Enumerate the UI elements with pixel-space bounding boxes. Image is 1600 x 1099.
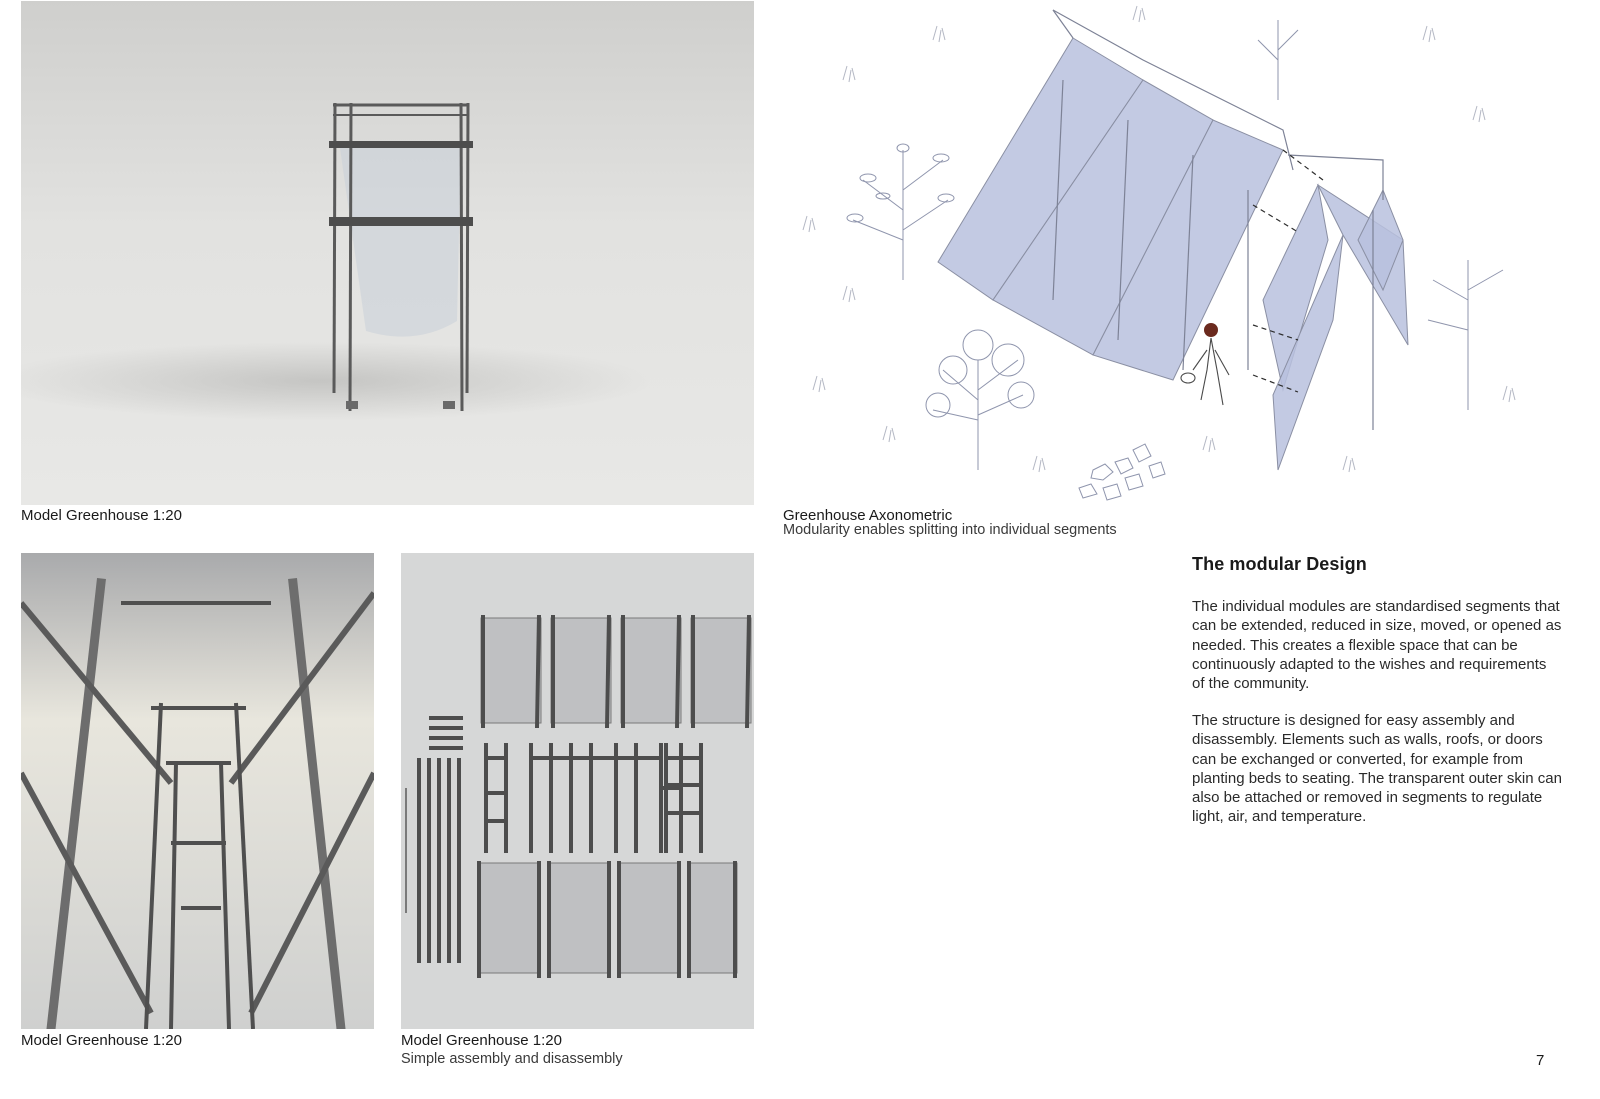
section-heading: The modular Design [1192,554,1367,574]
model-photo-parts [401,553,754,1029]
figure-subcaption: Modularity enables splitting into individual segments [783,522,1117,538]
figure-subcaption: Simple assembly and disassembly [401,1051,623,1067]
model-photo-interior [21,553,374,1029]
body-paragraph: The individual modules are standardised segments that can be extended, reduced in size, moved, or opened as needed. This creates a flexible space that can be continuously adapted to the wishes and requirements of the community. [1192,598,1562,693]
body-paragraph: The structure is designed for easy assembly and disassembly. Elements such as walls, roofs, or doors can be exchanged or converted, for example from planting beds to seating. The transparent outer skin can also be attached or removed in segments to regulate light, air, and temperature. [1192,712,1562,826]
figure-caption: Model Greenhouse 1:20 [21,1032,182,1049]
page-number: 7 [1536,1052,1545,1069]
figure-caption: Model Greenhouse 1:20 [21,507,182,524]
axonometric-drawing [783,0,1543,505]
figure-caption: Greenhouse Axonometric [783,507,953,524]
figure-caption: Model Greenhouse 1:20 [401,1032,562,1049]
model-photo-front [21,1,754,505]
